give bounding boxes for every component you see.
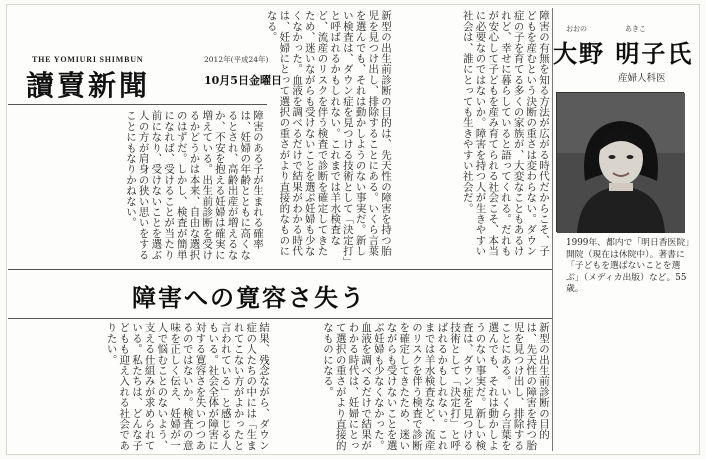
interviewee-name: 大野 明子氏 <box>553 39 694 68</box>
photo-caption: 1999年、都内で「明日香医院」開院（現在は休院中）。著書に「子どもを選ばないことを選ぶ」（メディカ出版）など。55歳。 <box>566 238 690 295</box>
headline-bottom-rule <box>8 318 552 319</box>
masthead-rule <box>8 104 267 105</box>
article-text-upper-far-right: 障害の有無を知る方法が広がる時代だからこそ、子どもを産むという決断の重さは変わらない。ダウン症の子を育てる多くの家族が、大変なこともあるけれど、幸せに暮らしていると語ってくれる。だれもが安心して子どもを産み育てられる社会こそ、本当に必要なのではないか。障害を持つ人が生きやすい社会は、誰にとっても生きやすい社会だ。 <box>461 10 550 257</box>
masthead-english: THE YOMIURI SHIMBUN <box>32 55 144 64</box>
article-text-lower-left: 結果、残念ながら、ダウン症の人たちの中には「生まれてこない方がよかったと言われている」と感じる人もいる。社会全体が障害に対する寛容さを失いつつあるのではないか。検査の意味を正しく伝え、妊婦が一人で悩むことのないよう、支える仕組みが求められている。私たちは、どんな子どもも迎え入れる社会でありたい。 <box>105 322 270 451</box>
name-ruby-surname: おおの <box>566 25 587 33</box>
portrait-photo <box>556 92 684 232</box>
headline: 障害への寛容さ失う <box>132 283 366 312</box>
date-year: 2012年(平成24年) <box>204 55 269 64</box>
name-ruby-given: あきこ <box>625 25 646 33</box>
profile-divider <box>552 8 553 451</box>
masthead-logo: 讀賣新聞 <box>26 69 151 102</box>
portrait-illustration <box>557 93 685 233</box>
date-line: 10月5日金曜日 <box>204 74 282 87</box>
article-text-upper-right: 新型の出生前診断の目的は、先天性の障害を持つ胎児を見つけ出し、排除することにある。いくら言葉を選んでも、それは動かしようのない事実だ。新しい検査は、ダウン症を見つける技術として「決定打」と呼ばれるかもしれない。これまでは羊水検査など、流産のリスクを伴う検査で診断を確定してきたため、迷いながらも受けないことを選ぶ妊婦も少なくなかった。血液を調べるだけで結果がわかる時代は、妊婦にとって選択の重さがより直接的なものになる。 <box>265 10 392 262</box>
interviewee-title: 産婦人科医 <box>618 73 666 84</box>
headline-top-rule <box>8 269 552 270</box>
article-text-upper-left: 障害のある子が生まれる確率は、妊婦の年齢とともに高くなるとされ、高齢出産が増えるなか、不安を抱える妊婦は確実に増えている。出生前診断を受けるかどうかは本来、自由な選択のはずだ。しかし、検査が簡単になれば、受けることが当たり前になり、受けないことを選ぶ人の方が肩身の狭い思いをすることにもなりかねない。 <box>124 110 264 260</box>
article-text-lower-right: 新型の出生前診断の目的は、先天性の障害を持つ胎児を見つけ出し、排除することにある。いくら言葉を選んでも、それは動かしようのない事実だ。新しい検査は、ダウン症を見つける技術として「決定打」と呼ばれるかもしれない。これまでは羊水検査など、流産のリスクを伴う検査で診断を確定してきたため、迷いながらも受けないことを選ぶ妊婦も少なくなかった。血液を調べるだけで結果がわかる時代は、妊婦にとって選択の重さがより直接的なものになる。 <box>322 322 550 451</box>
